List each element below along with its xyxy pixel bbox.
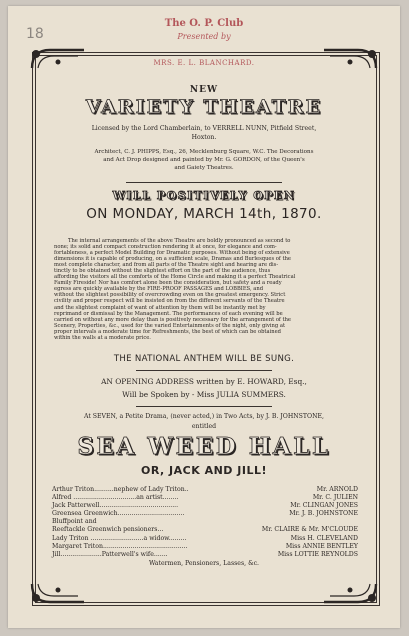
corner-ornament-icon [28,580,86,606]
description-line: carried on without any more delay than is positively necessary for the arrangement of the [54,316,292,323]
architect-line-1: Architect, C. J. PHIPPS, Esq., 26, Mecklenburg Square, W.C. The Decorations [94,149,314,155]
divider [136,406,272,407]
cast-role: Alfred ................................an artist........ [52,494,179,502]
stamp-line-2: Presented by [177,32,231,41]
cast-actor: Miss H. CLEVELAND [290,534,358,542]
theatre-description [54,238,354,341]
corner-ornament-icon [322,580,380,606]
will-positively-open: WILL POSITIVELY OPEN [112,189,296,202]
description-line: egress are quickly available by the FIRE-PROOF PASSAGES and LOBBIES, and [54,286,264,293]
description-line: within the walls at a moderate price. [54,334,151,341]
cast-row [52,535,358,543]
description-line: dimensions it is capable of producing, on a sufficient scale, Dramas and Burlesques of the [54,256,291,263]
cast-actor: Mr. CLINGAN JONES [290,502,358,510]
cast-row [52,486,358,494]
pencil-number: 18 [26,26,44,42]
description-line: civility and proper respect will be insisted on from the different servants of the Theatre [54,298,285,305]
architect-line-2: and Act Drop designed and painted by Mr. G. GORDON, of the Queen's [103,157,305,163]
national-anthem: THE NATIONAL ANTHEM WILL BE SUNG. [113,354,295,364]
cast-role: Bluffpoint and [52,518,97,526]
cast-actor: Mr. CLAIRE & Mr. M'CLOUDE [261,526,358,534]
divider [136,370,272,371]
description-line: Family Fireside! Nor has comfort alone been the consideration, but safety and a ready [54,280,282,287]
cast-list [52,486,358,559]
licence-line-1: Licensed by the Lord Chamberlain, to VERRELL NUNN, Pitfield Street, [91,125,317,132]
theatre-name: VARIETY THEATRE [85,96,323,118]
cast-role: Greensea Greenwich.................................. [52,510,185,518]
description-line: without the slightest possibility of overcrowding even on the greatest emergency. Strict [54,292,286,299]
stamp-line-1: The O. P. Club [164,18,244,29]
description-line: tinctly to be obtained without the slightest effort on the part of the audience, thus [54,268,271,275]
description-line: fortableness, a perfect Model Building for Dramatic purposes. Without being of extensive [54,250,290,257]
cast-role: Reeftackle Greenwich pensioners... [52,526,164,534]
cast-role: Arthur Triton..........nephew of Lady Triton.. [52,486,189,493]
description-line: The internal arrangements of the above Theatre are boldly pronounced as second to [68,238,291,244]
cast-role: Jill.....................Patterwell's wife....... [52,550,168,558]
divider [126,182,282,183]
cast-row [52,526,358,534]
play-subtitle: OR, JACK AND JILL! [141,464,267,477]
architect-line-3: and Gaiety Theatres. [174,165,234,171]
cast-row [52,502,358,510]
cast-role: Lady Triton ...........................a widow......... [52,534,187,542]
opening-address-line-1: AN OPENING ADDRESS written by E. HOWARD, Esq., [101,377,307,386]
cast-row [52,518,358,526]
cast-row [52,551,358,559]
licence-line-2: Hoxton. [191,134,217,141]
cast-row [52,543,358,551]
corner-ornament-icon [28,46,86,72]
description-line: Scenery, Properties, &c., used for the varied Entertainments of the night, only giving at [54,322,286,329]
stamp-line-3: MRS. E. L. BLANCHARD. [153,59,255,67]
drama-intro-line-1: At SEVEN, a Petite Drama, (never acted,) in Two Acts, by J. B. JOHNSTONE, [83,413,325,420]
heading-new: NEW [189,85,219,95]
footer-line: Watermen, Pensioners, Lasses, &c. [148,560,260,567]
play-title: SEA WEED HALL [77,433,331,460]
opening-date: ON MONDAY, MARCH 14th, 1870. [86,206,322,222]
opening-address-line-2: Will be Spoken by - Miss JULIA SUMMERS. [122,390,286,399]
cast-role: Jack Patterwell........................................ [52,502,179,510]
cast-row [52,494,358,502]
playbill-sheet [8,6,400,628]
description-line: affording the visitors all the comforts of the Home Circle and making it a perfect Theatrical [54,274,296,281]
cast-role: Margaret Triton........................................... [52,542,188,550]
cast-actor: Mr. C. JULIEN [312,494,358,502]
corner-ornament-icon [322,46,380,72]
description-line: and the slightest complaint of want of attention by them will be instantly met by [54,304,266,311]
drama-intro-line-2: entitled [191,423,217,430]
cast-actor: Mr. ARNOLD [316,486,358,493]
description-line: none; its solid and compact construction rendering it at once, for elegance and com- [54,244,277,251]
cast-row [52,510,358,518]
cast-actor: Miss LOTTIE REYNOLDS [277,550,358,558]
cast-actor: Mr. J. B. JOHNSTONE [289,510,358,518]
description-line: proper intervals a moderate time for Refreshments, the best of which can be obtained [54,328,281,335]
cast-actor: Miss ANNIE BENTLEY [285,542,358,550]
description-line: most complete character, and from all parts of the Theatre sight and hearing are dis- [54,262,279,269]
description-line: reprimand or dismissal by the Management. The performances of each evening will be [54,310,283,317]
